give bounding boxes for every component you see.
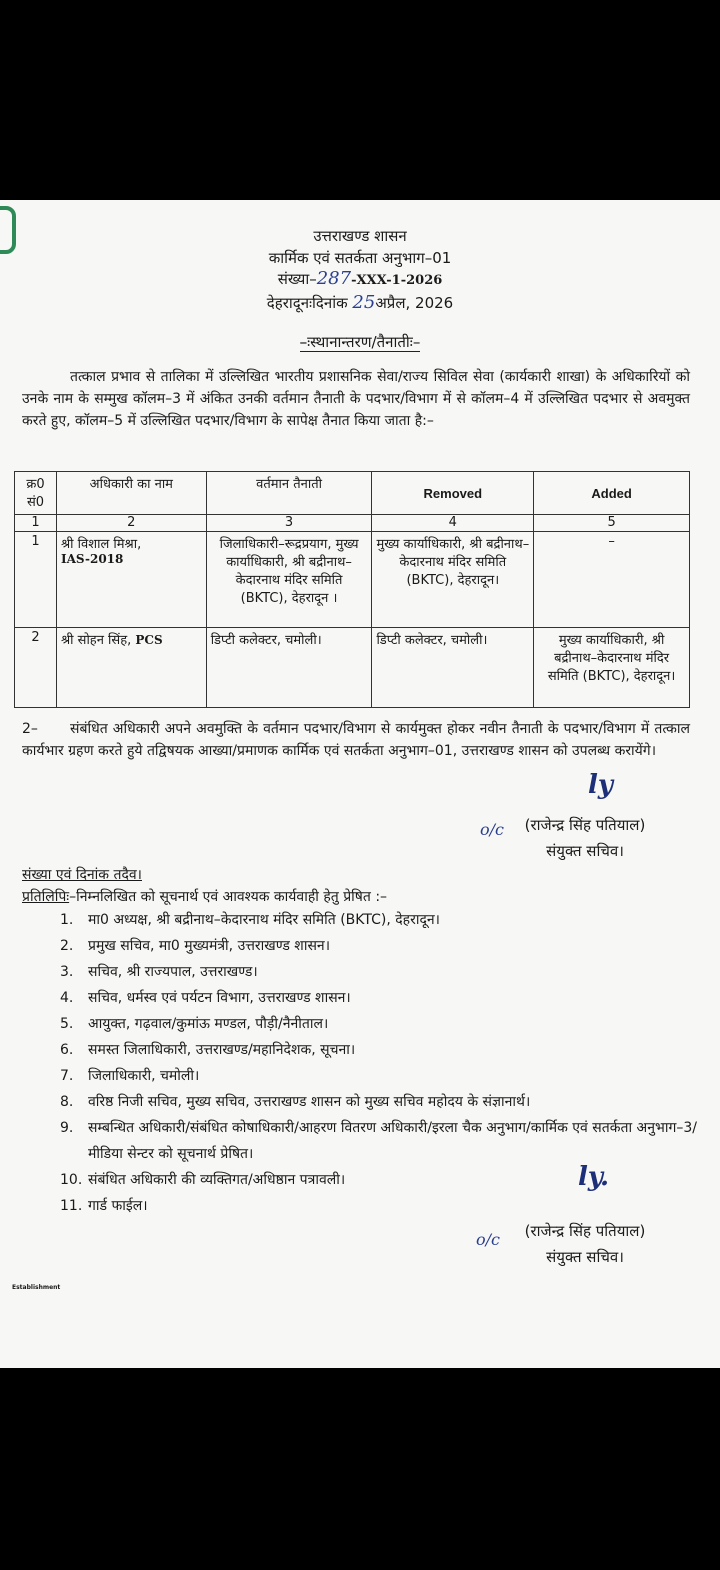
cell-removed: डिप्टी कलेक्टर, चमोली। — [372, 628, 534, 708]
list-item: 5. आयुक्त, गढ़वाल/कुमांऊ मण्डल, पौड़ी/नैनीताल। — [60, 1016, 329, 1032]
oc-mark: o/c — [480, 820, 504, 839]
signatory-designation: संयुक्त सचिव। — [546, 1248, 624, 1266]
government-name: उत्तराखण्ड शासन — [313, 227, 407, 245]
officer-service: PCS — [135, 633, 163, 647]
cell-officer-name: श्री सोहन सिंह, PCS — [56, 628, 206, 708]
cell-added: – — [534, 532, 690, 628]
intro-paragraph: तत्काल प्रभाव से तालिका में उल्लिखित भारतीय प्रशासनिक सेवा/राज्य सिविल सेवा (कार्यकारी शाखा) के अधिकारियों को उनके नाम के सम्मुख कॉलम–3 में अंकित उनकी वर्तमान तैनाती के पदभार/विभाग में से कॉलम–4 में उल्लिखित पदभार से अवमुक्त करते हुए, कॉलम–5 में उल्लिखित पदभार/विभाग के सापेक्ष तैनात किया जाता है:– — [22, 369, 690, 429]
cell-removed: मुख्य कार्याधिकारी, श्री बद्रीनाथ–केदारनाथ मंदिर समिति (BKTC), देहरादून। — [372, 532, 534, 628]
signatory-name: (राजेन्द्र सिंह पतियाल) — [524, 816, 646, 834]
list-item: 4. सचिव, धर्मस्व एवं पर्यटन विभाग, उत्तराखण्ड शासन। — [60, 990, 351, 1006]
list-item: 9. सम्बन्धित अधिकारी/संबंधित कोषाधिकारी/आहरण वितरण अधिकारी/इरला चैक अनुभाग/कार्मिक एवं सतर्कता अनुभाग–3/मीडिया सेन्टर को सूचनार्थ प्रेषित। — [60, 1120, 697, 1162]
oc-mark: o/c — [476, 1230, 500, 1249]
header-sno: क्र0 सं0 — [15, 472, 57, 515]
col-number: 1 — [15, 515, 57, 532]
officer-service: IAS-2018 — [60, 552, 124, 566]
paragraph-2: 2– संबंधित अधिकारी अपने अवमुक्ति के वर्तमान पदभार/विभाग से कार्यमुक्त होकर नवीन तैनाती के पदभार/विभाग में तत्काल कार्यभार ग्रहण करते हुये तद्विषयक आख्या/प्रमाणक कार्मिक एवं सतर्कता अनुभाग–01, उत्तराखण्ड शासन को उपलब्ध करायेंगे। — [22, 721, 690, 759]
cell-current-posting: डिप्टी कलेक्टर, चमोली। — [206, 628, 372, 708]
reference-number: संख्या–287-XXX-1-2026 — [277, 268, 443, 289]
list-item: 7. जिलाधिकारी, चमोली। — [60, 1068, 200, 1084]
signatory-designation: संयुक्त सचिव। — [546, 842, 624, 860]
signature-block — [505, 1218, 665, 1270]
transfer-table — [14, 471, 690, 708]
header-officer-name: अधिकारी का नाम — [56, 472, 206, 515]
col-number: 3 — [206, 515, 372, 532]
handwritten-number: 287 — [316, 268, 352, 289]
department-name: कार्मिक एवं सतर्कता अनुभाग–01 — [268, 249, 452, 267]
col-number: 4 — [372, 515, 534, 532]
cell-sno: 1 — [15, 532, 57, 628]
column-number-row — [15, 515, 690, 532]
signature-block — [505, 812, 665, 864]
table-row — [15, 532, 690, 628]
cell-added: मुख्य कार्याधिकारी, श्री बद्रीनाथ–केदारनाथ मंदिर समिति (BKTC), देहरादून। — [534, 628, 690, 708]
list-item: 1. मा0 अध्यक्ष, श्री बद्रीनाथ–केदारनाथ मंदिर समिति (BKTC), देहरादून। — [60, 912, 440, 928]
col-number: 2 — [56, 515, 206, 532]
copy-heading: प्रतिलिपिः–निम्नलिखित को सूचनार्थ एवं आवश्यक कार्यवाही हेतु प्रेषित :– — [22, 889, 388, 905]
footer-note: Establishment — [12, 1284, 61, 1291]
handwritten-date: 25 — [352, 292, 376, 313]
list-item: 6. समस्त जिलाधिकारी, उत्तराखण्ड/महानिदेशक, सूचना। — [60, 1042, 356, 1058]
cell-current-posting: जिलाधिकारी–रूद्रप्रयाग, मुख्य कार्याधिकारी, श्री बद्रीनाथ–केदारनाथ मंदिर समिति (BKTC), देहरादून । — [206, 532, 372, 628]
initials-signature: ly. — [578, 1162, 610, 1192]
list-item: 10. संबंधित अधिकारी की व्यक्तिगत/अधिष्ठान पत्रावली। — [60, 1172, 346, 1188]
signatory-name: (राजेन्द्र सिंह पतियाल) — [524, 1222, 646, 1240]
subject-line: –ःस्थानान्तरण/तैनातीः– — [299, 333, 421, 351]
header-current-posting: वर्तमान तैनाती — [206, 472, 372, 515]
header-removed: Removed — [372, 472, 534, 515]
same-reference: संख्या एवं दिनांक तदैव। — [22, 867, 142, 883]
list-item: 8. वरिष्ठ निजी सचिव, मुख्य सचिव, उत्तराखण्ड शासन को मुख्य सचिव महोदय के संज्ञानार्थ। — [60, 1094, 531, 1110]
cell-sno: 2 — [15, 628, 57, 708]
document-date: देहरादूनःदिनांक 25अप्रैल, 2026 — [266, 292, 454, 313]
table-header-row — [15, 472, 690, 515]
document-page — [0, 200, 720, 1368]
list-item: 3. सचिव, श्री राज्यपाल, उत्तराखण्ड। — [60, 964, 258, 980]
cell-officer-name: श्री विशाल मिश्रा, IAS-2018 — [56, 532, 206, 628]
initials-signature: ly — [588, 770, 613, 800]
list-item: 11. गार्ड फाईल। — [60, 1198, 148, 1214]
table-row — [15, 628, 690, 708]
col-number: 5 — [534, 515, 690, 532]
list-item: 2. प्रमुख सचिव, मा0 मुख्यमंत्री, उत्तराखण्ड शासन। — [60, 938, 330, 954]
header-added: Added — [534, 472, 690, 515]
